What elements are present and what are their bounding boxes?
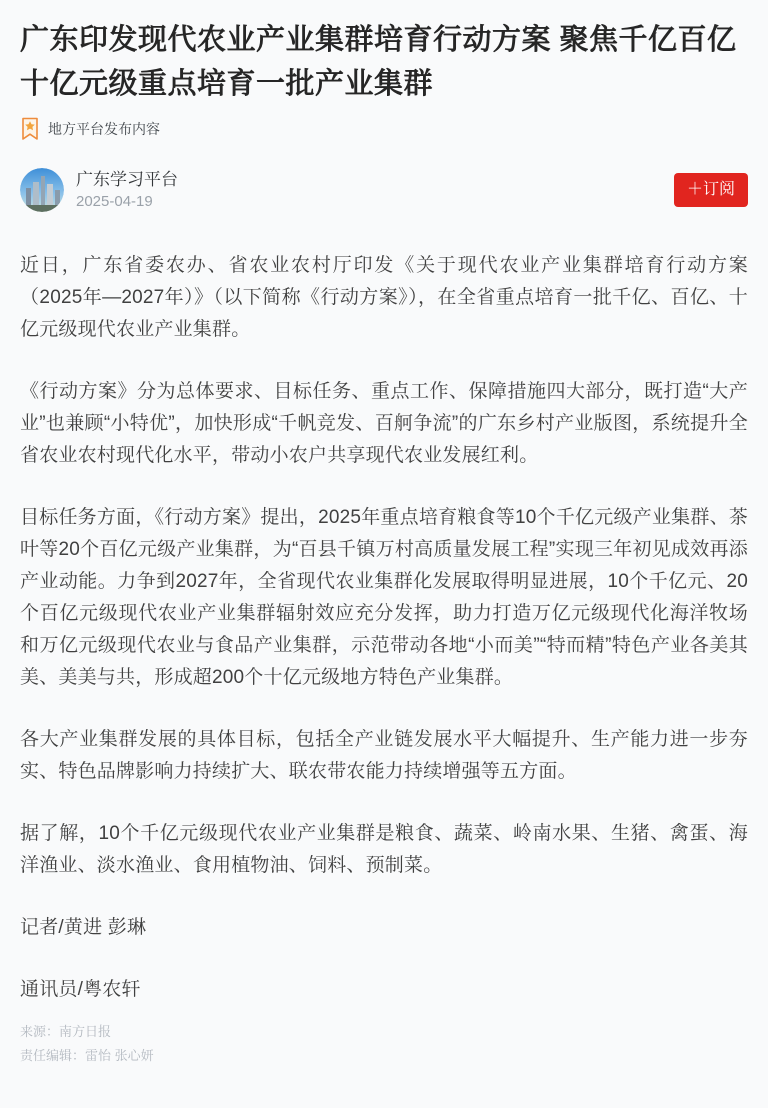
paragraph-3: 目标任务方面，《行动方案》提出，2025年重点培育粮食等10个千亿元级产业集群、茶叶等20个百亿元级产业集群，为“百县千镇万村高质量发展工程”实现三年初见成效再添产业动能。力争到2027年，全省现代农业集群化发展取得明显进展，10个千亿元、20个百亿元级现代农业产业集群辐射效应充分发挥，助力打造万亿元级现代化海洋牧场和万亿元级现代农业与食品产业集群，示范带动各地“小而美”“特而精”特色产业各美其美、美美与共，形成超200个十亿元级地方特色产业集群。 (20, 507, 748, 688)
bookmark-star-icon (20, 117, 40, 141)
platform-badge (20, 116, 748, 142)
paragraph-4: 各大产业集群发展的具体目标，包括全产业链发展水平大幅提升、生产能力进一步夯实、特色品牌影响力持续扩大、联农带农能力持续增强等五方面。 (20, 729, 748, 782)
paragraph-1: 近日，广东省委农办、省农业农村厅印发《关于现代农业产业集群培育行动方案（2025年—2027年）》（以下简称《行动方案》），在全省重点培育一批千亿、百亿、十亿元级现代农业产业集群。 (20, 255, 748, 340)
author-row (20, 168, 748, 212)
paragraph-5: 据了解，10个千亿元级现代农业产业集群是粮食、蔬菜、岭南水果、生猪、禽蛋、海洋渔业、淡水渔业、食用植物油、饲料、预制菜。 (20, 823, 748, 876)
author-name[interactable]: 广东学习平台 (76, 169, 178, 189)
article-footer (20, 1020, 748, 1068)
reporter-byline: 记者/黄进 彭琳 (20, 917, 147, 938)
avatar[interactable] (20, 168, 64, 212)
author-meta (76, 169, 674, 212)
paragraph-2: 《行动方案》分为总体要求、目标任务、重点工作、保障措施四大部分，既打造“大产业”也兼顾“小特优”，加快形成“千帆竞发、百舸争流”的广东乡村产业版图，系统提升全省农业农村现代化水平，带动小农户共享现代农业发展红利。 (20, 381, 748, 466)
correspondent-byline: 通讯员/粤农轩 (20, 979, 141, 1000)
subscribe-button[interactable]: ＋订阅 (674, 173, 748, 207)
platform-badge-label: 地方平台发布内容 (48, 121, 160, 137)
article-body (20, 250, 748, 1006)
article-title: 广东印发现代农业产业集群培育行动方案 聚焦千亿百亿十亿元级重点培育一批产业集群 (20, 24, 737, 100)
source-line: 来源：南方日报 (20, 1024, 112, 1039)
editor-line: 责任编辑：雷怡 张心妍 (20, 1048, 154, 1063)
publish-date: 2025-04-19 (76, 192, 153, 210)
